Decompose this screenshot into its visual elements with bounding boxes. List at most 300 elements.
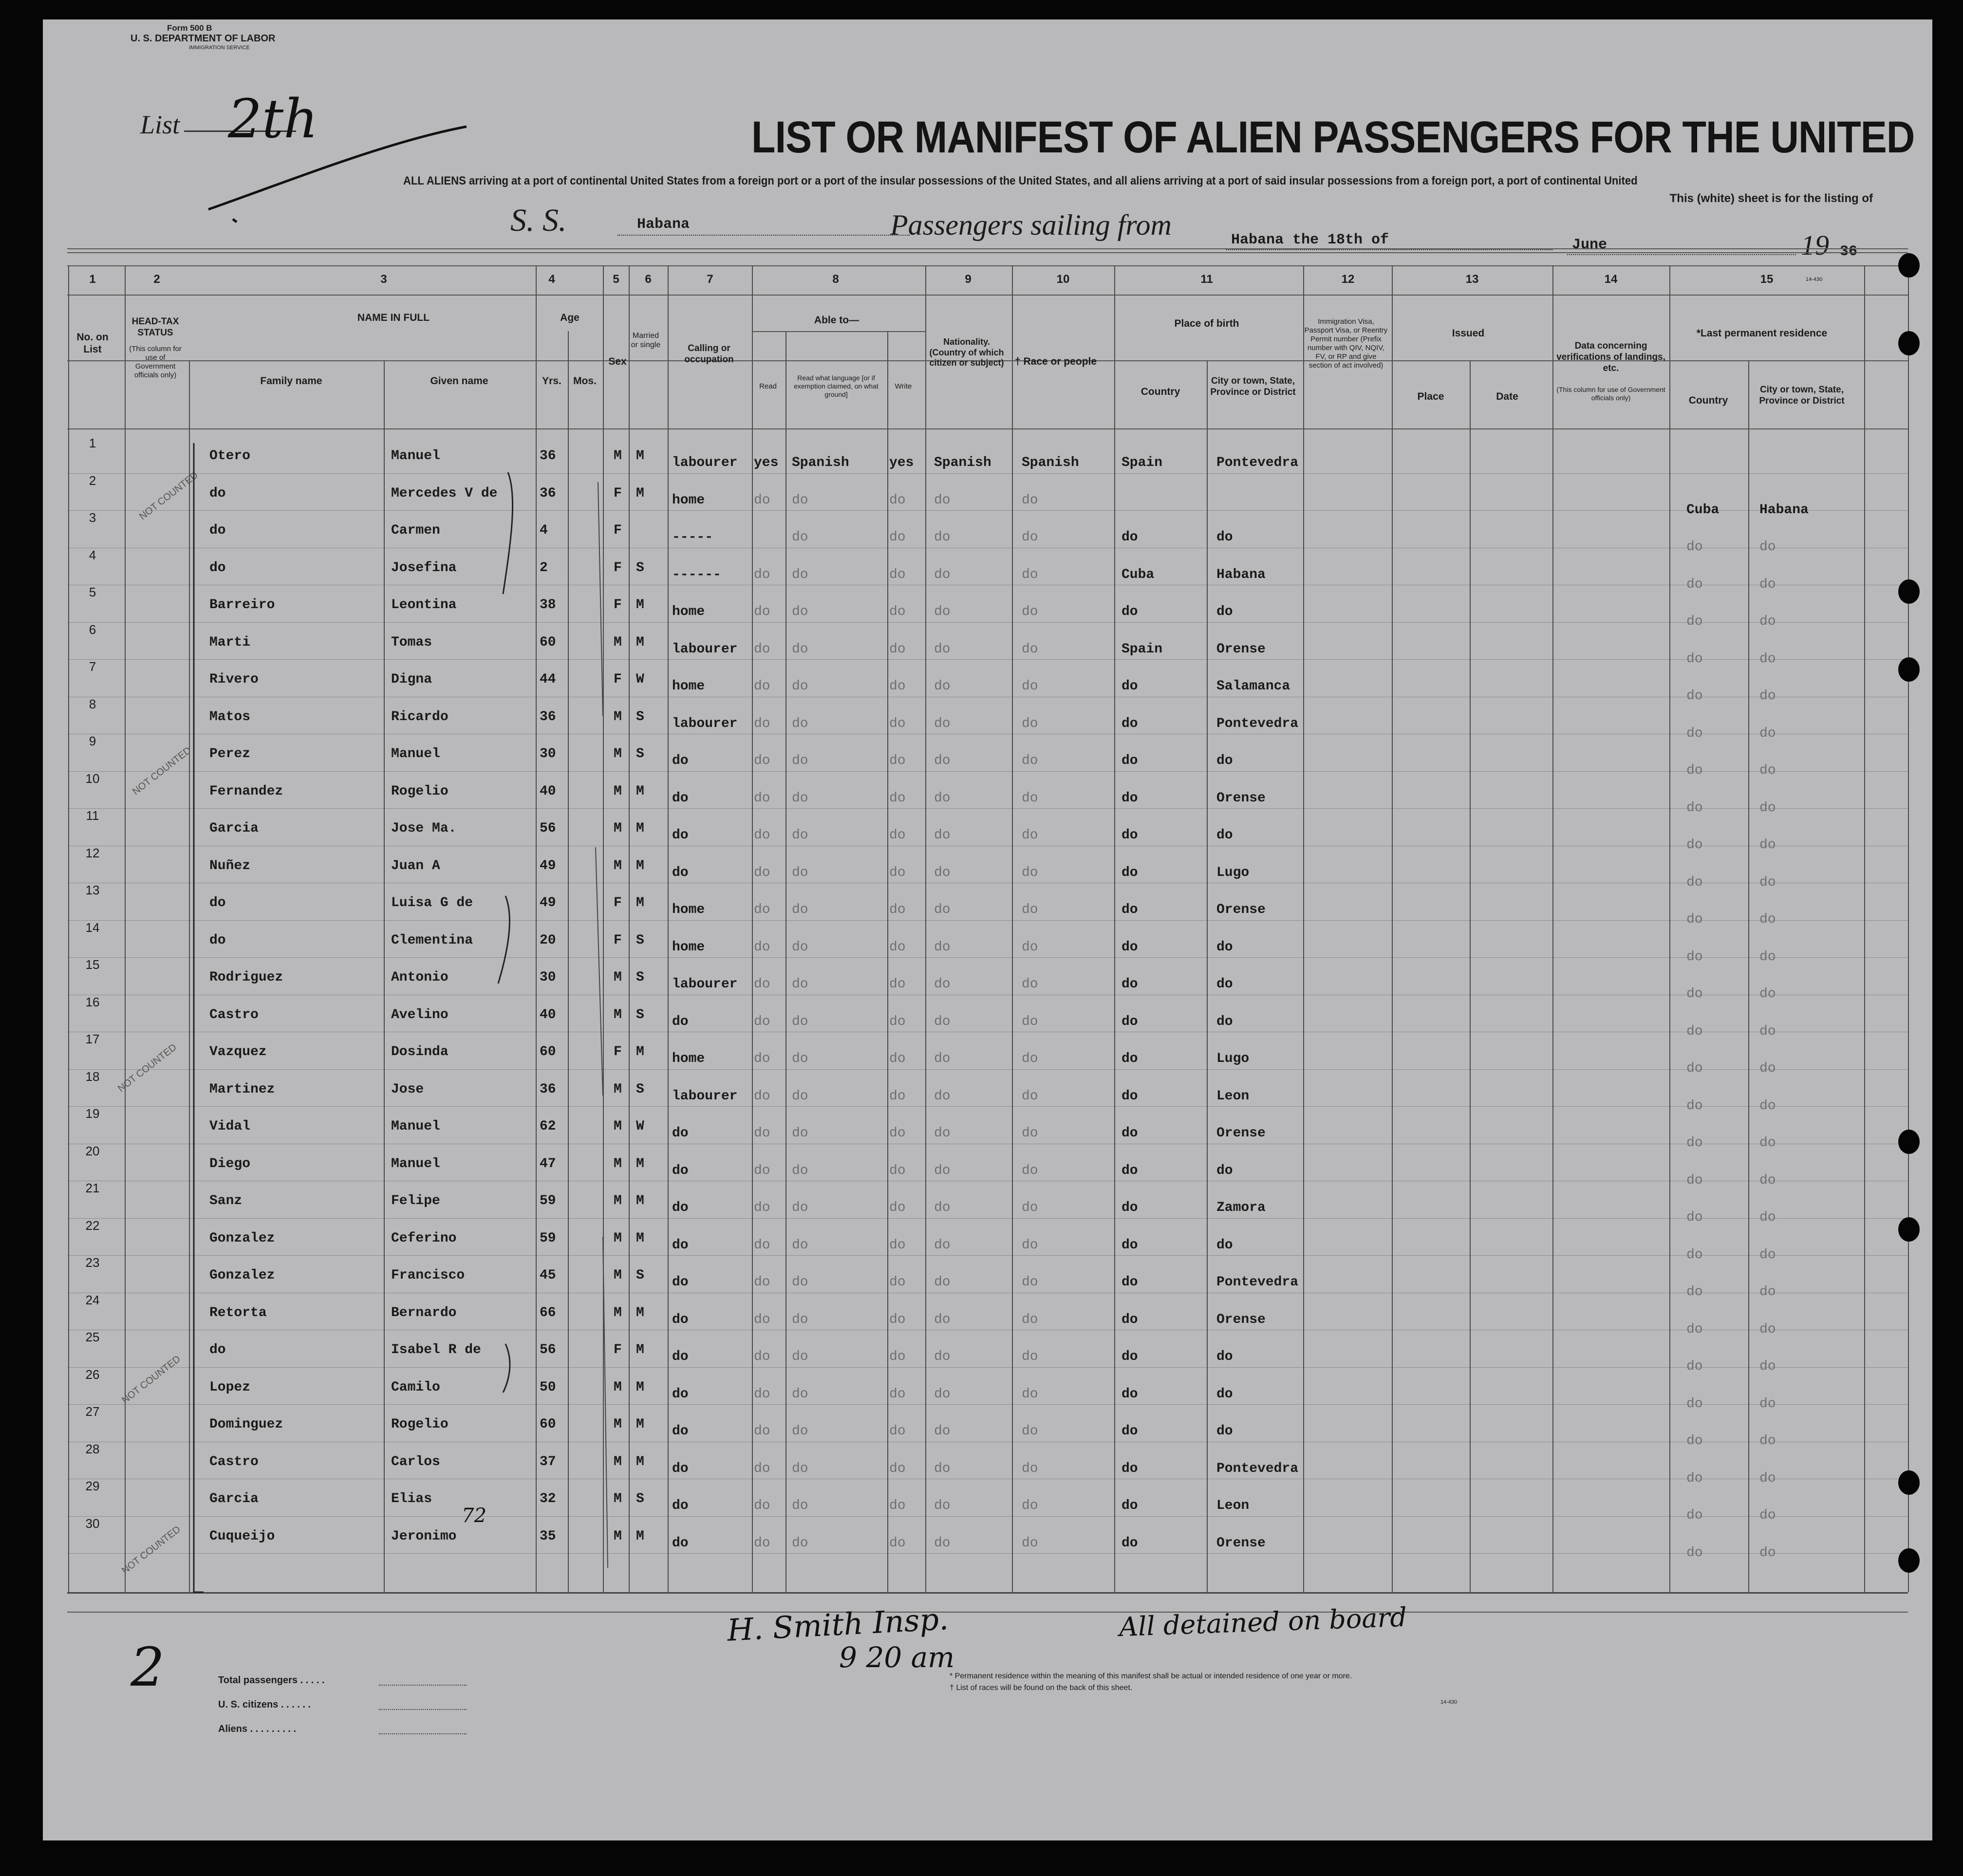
cell-res-country: do <box>1686 1284 1703 1300</box>
cell-res-city: do <box>1759 725 1776 741</box>
cell-family: Retorta <box>209 1305 267 1320</box>
cell-birth-country: do <box>1122 1312 1138 1327</box>
cell-race: do <box>1022 977 1038 992</box>
department-name: U. S. DEPARTMENT OF LABOR <box>131 33 276 44</box>
cell-age: 49 <box>540 895 556 910</box>
aliens-line <box>379 1733 467 1734</box>
cell-family: Garcia <box>209 821 259 836</box>
cell-language: do <box>792 1312 808 1327</box>
row-number: 14 <box>85 920 100 935</box>
cell-occupation: do <box>672 1461 689 1476</box>
cell-read: do <box>754 865 770 880</box>
cell-write: do <box>889 1163 906 1178</box>
cell-occupation: labourer <box>672 716 738 731</box>
cell-read: do <box>754 1014 770 1029</box>
cell-race: do <box>1022 567 1038 582</box>
cell-nationality: do <box>934 1424 951 1439</box>
cell-marital: M <box>636 1044 644 1059</box>
cell-language: do <box>792 1386 808 1402</box>
cell-family: Vidal <box>209 1119 251 1134</box>
cell-read: do <box>754 1200 770 1215</box>
cell-sex: M <box>614 709 622 724</box>
cell-marital: W <box>636 1119 644 1134</box>
cell-occupation: do <box>672 1200 689 1215</box>
cell-birth-city: Lugo <box>1216 1051 1250 1066</box>
cell-birth-country: do <box>1122 530 1138 545</box>
header-res-country: Country <box>1688 395 1728 406</box>
cell-race: do <box>1022 1126 1038 1141</box>
cell-write: do <box>889 567 906 582</box>
cell-language: do <box>792 1535 808 1551</box>
cell-res-country: do <box>1686 576 1703 592</box>
row-number: 20 <box>85 1143 100 1158</box>
cell-family: Gonzalez <box>209 1268 275 1283</box>
cell-race: do <box>1022 1200 1038 1215</box>
cell-sex: M <box>614 821 622 836</box>
cell-birth-city: do <box>1216 977 1233 992</box>
year-suffix: 36 <box>1840 243 1858 260</box>
cell-family: do <box>209 1342 226 1357</box>
cell-marital: M <box>636 783 644 799</box>
cell-birth-country: do <box>1122 604 1138 619</box>
row-number: 30 <box>85 1516 100 1531</box>
cell-age: 37 <box>540 1454 556 1469</box>
cell-given: Jose <box>391 1081 424 1097</box>
cell-given: Manuel <box>391 1156 440 1171</box>
cell-sex: F <box>614 597 622 613</box>
cell-nationality: do <box>934 865 951 880</box>
cell-res-country: Cuba <box>1686 502 1720 518</box>
cell-family: Vazquez <box>209 1044 267 1059</box>
cell-family: Nuñez <box>209 858 251 873</box>
cell-birth-city: Leon <box>1216 1088 1250 1104</box>
cell-res-city: do <box>1759 986 1776 1002</box>
cell-given: Mercedes V de <box>391 485 498 501</box>
cell-write: do <box>889 1014 906 1029</box>
cell-res-city: do <box>1759 1433 1776 1449</box>
cell-age: 60 <box>540 634 556 650</box>
cell-marital: S <box>636 746 644 762</box>
cell-birth-city: Orense <box>1216 902 1266 917</box>
cell-read: do <box>754 902 770 917</box>
cell-language: do <box>792 828 808 843</box>
cell-race: do <box>1022 865 1038 880</box>
cell-sex: M <box>614 1491 622 1506</box>
row-number: 18 <box>85 1069 100 1084</box>
cell-write: do <box>889 1386 906 1402</box>
cell-marital: M <box>636 1305 644 1320</box>
cell-occupation: do <box>672 1386 689 1402</box>
cell-race: do <box>1022 679 1038 694</box>
total-passengers-label: Total passengers . . . . . <box>218 1675 325 1686</box>
cell-marital: M <box>636 1193 644 1208</box>
cell-family: do <box>209 895 226 910</box>
cell-age: 40 <box>540 1007 556 1022</box>
cell-given: Francisco <box>391 1268 465 1283</box>
cell-res-city: do <box>1759 1470 1776 1486</box>
cell-given: Elias <box>391 1491 432 1506</box>
binder-hole <box>1898 1548 1920 1573</box>
ss-label: S. S. <box>510 203 567 238</box>
header-yrs: Yrs. <box>542 375 561 387</box>
header-race: † Race or people <box>1014 356 1097 367</box>
cell-language: do <box>792 1237 808 1253</box>
cell-res-country: do <box>1686 1210 1703 1225</box>
us-citizens-line <box>379 1709 467 1710</box>
cell-family: Sanz <box>209 1193 243 1208</box>
year-prefix: 19 <box>1801 229 1829 261</box>
cell-res-country: do <box>1686 1359 1703 1374</box>
cell-given: Antonio <box>391 970 449 985</box>
cell-res-city: do <box>1759 651 1776 667</box>
cell-write: do <box>889 492 906 508</box>
header-head-tax-note: (This column for use of Government officials only) <box>129 345 182 379</box>
cell-language: do <box>792 939 808 955</box>
binder-hole <box>1898 657 1920 682</box>
binder-hole <box>1898 331 1920 355</box>
cell-age: 56 <box>540 821 556 836</box>
cell-read: do <box>754 1349 770 1364</box>
cell-language: do <box>792 1126 808 1141</box>
list-label: List <box>140 110 180 139</box>
cell-birth-country: do <box>1122 679 1138 694</box>
header-issued-place: Place <box>1417 391 1444 402</box>
cell-read: do <box>754 716 770 731</box>
row-number: 26 <box>85 1367 100 1382</box>
cell-age: 32 <box>540 1491 556 1506</box>
cell-marital: W <box>636 672 644 687</box>
cell-read: do <box>754 641 770 657</box>
cell-race: do <box>1022 1386 1038 1402</box>
cell-birth-country: do <box>1122 753 1138 768</box>
cell-given: Luisa G de <box>391 895 473 910</box>
cell-given: Isabel R de <box>391 1342 481 1357</box>
cell-given: Felipe <box>391 1193 440 1208</box>
cell-sex: F <box>614 523 622 538</box>
cell-age: 60 <box>540 1417 556 1432</box>
column-number: 1 <box>89 273 96 286</box>
cell-res-city: do <box>1759 1247 1776 1263</box>
row-number: 19 <box>85 1106 100 1121</box>
cell-birth-country: do <box>1122 1461 1138 1476</box>
cell-language: do <box>792 790 808 806</box>
cell-family: Cuqueijo <box>209 1528 275 1544</box>
cell-birth-city: do <box>1216 1237 1233 1253</box>
cell-language: do <box>792 604 808 619</box>
cell-given: Digna <box>391 672 432 687</box>
cell-birth-country: do <box>1122 865 1138 880</box>
cell-language: do <box>792 679 808 694</box>
cell-read: do <box>754 753 770 768</box>
cell-family: Diego <box>209 1156 251 1171</box>
cell-age: 36 <box>540 485 556 501</box>
row-number: 21 <box>85 1181 100 1195</box>
cell-occupation: do <box>672 1014 689 1029</box>
cell-family: Marti <box>209 634 251 650</box>
header-last-residence: *Last permanent residence <box>1696 328 1828 339</box>
cell-nationality: do <box>934 1275 951 1290</box>
cell-read: yes <box>754 455 779 470</box>
cell-given: Josefina <box>391 560 457 576</box>
cell-age: 38 <box>540 597 556 613</box>
cell-family: Otero <box>209 448 251 464</box>
cell-birth-country: do <box>1122 902 1138 917</box>
not-counted-stamp: NOT COUNTED <box>116 1041 179 1095</box>
header-birth-country: Country <box>1140 386 1180 397</box>
cell-age: 36 <box>540 1081 556 1097</box>
cell-age: 30 <box>540 746 556 762</box>
cell-res-country: do <box>1686 1321 1703 1337</box>
cell-race: do <box>1022 1498 1038 1513</box>
cell-occupation: home <box>672 1051 705 1066</box>
row-number: 7 <box>89 659 96 674</box>
cell-birth-country: do <box>1122 716 1138 731</box>
cell-given: Carlos <box>391 1454 440 1469</box>
cell-occupation: home <box>672 939 705 955</box>
cell-write: do <box>889 1126 906 1141</box>
header-mos: Mos. <box>573 375 597 387</box>
races-footnote: † List of races will be found on the back of this sheet. <box>950 1684 1133 1692</box>
cell-sex: M <box>614 1007 622 1022</box>
cell-nationality: do <box>934 1498 951 1513</box>
form-code-top: 14-430 <box>1806 277 1823 282</box>
cell-sex: F <box>614 1342 622 1357</box>
cell-race: do <box>1022 753 1038 768</box>
manifest-sheet <box>43 19 1932 1840</box>
not-counted-stamp: NOT COUNTED <box>120 1523 183 1577</box>
cell-language: do <box>792 977 808 992</box>
cell-birth-country: do <box>1122 1535 1138 1551</box>
cell-marital: M <box>636 1230 644 1246</box>
cell-marital: S <box>636 1491 644 1506</box>
cell-given: Ricardo <box>391 709 449 724</box>
cell-birth-city: do <box>1216 828 1233 843</box>
cell-marital: M <box>636 634 644 650</box>
cell-nationality: Spanish <box>934 455 991 470</box>
cell-res-country: do <box>1686 1545 1703 1560</box>
row-number: 9 <box>89 734 96 748</box>
ship-name: Habana <box>637 216 690 233</box>
cell-res-country: do <box>1686 1061 1703 1076</box>
cell-given: Carmen <box>391 523 440 538</box>
pen-marks <box>43 19 1932 1840</box>
cell-sex: M <box>614 858 622 873</box>
row-number: 4 <box>89 547 96 562</box>
cell-res-city: do <box>1759 1061 1776 1076</box>
cell-race: do <box>1022 1051 1038 1066</box>
cell-age: 40 <box>540 783 556 799</box>
cell-write: do <box>889 1200 906 1215</box>
header-res-city: City or town, State, Province or District <box>1759 385 1845 406</box>
cell-read: do <box>754 977 770 992</box>
binder-hole <box>1898 1470 1920 1495</box>
cell-res-country: do <box>1686 1135 1703 1151</box>
cell-age: 30 <box>540 970 556 985</box>
cell-res-country: do <box>1686 912 1703 927</box>
cell-age: 20 <box>540 932 556 948</box>
cell-given: Ceferino <box>391 1230 457 1246</box>
cell-nationality: do <box>934 1088 951 1104</box>
cell-marital: M <box>636 597 644 613</box>
cell-birth-city: Orense <box>1216 1126 1266 1141</box>
cell-nationality: do <box>934 716 951 731</box>
cell-write: do <box>889 1349 906 1364</box>
cell-nationality: do <box>934 530 951 545</box>
cell-family: Rodriguez <box>209 970 283 985</box>
cell-birth-city: do <box>1216 1014 1233 1029</box>
cell-language: do <box>792 1051 808 1066</box>
cell-birth-country: do <box>1122 1014 1138 1029</box>
cell-nationality: do <box>934 902 951 917</box>
cell-race: do <box>1022 604 1038 619</box>
row-number: 16 <box>85 994 100 1009</box>
header-head-tax: HEAD-TAX STATUS <box>131 316 179 338</box>
cell-age: 60 <box>540 1044 556 1059</box>
cell-sex: M <box>614 970 622 985</box>
aliens-label: Aliens . . . . . . . . . <box>218 1724 297 1734</box>
cell-language: do <box>792 567 808 582</box>
cell-sex: M <box>614 1156 622 1171</box>
cell-nationality: do <box>934 977 951 992</box>
cell-race: Spanish <box>1022 455 1079 470</box>
cell-race: do <box>1022 828 1038 843</box>
cell-birth-country: do <box>1122 1498 1138 1513</box>
cell-read: do <box>754 1461 770 1476</box>
cell-read: do <box>754 679 770 694</box>
cell-given: Juan A <box>391 858 440 873</box>
row-number: 29 <box>85 1479 100 1493</box>
cell-read: do <box>754 1312 770 1327</box>
manifest-title: LIST OR MANIFEST OF ALIEN PASSENGERS FOR THE UNITED <box>751 112 1915 162</box>
cell-res-country: do <box>1686 1172 1703 1188</box>
cell-age: 36 <box>540 448 556 464</box>
cell-language: do <box>792 716 808 731</box>
cell-birth-city: Orense <box>1216 641 1266 657</box>
cell-write: do <box>889 679 906 694</box>
white-sheet-note: This (white) sheet is for the listing of <box>1669 192 1873 205</box>
cell-family: Barreiro <box>209 597 275 613</box>
cell-marital: M <box>636 821 644 836</box>
cell-sex: F <box>614 485 622 501</box>
cell-res-city: do <box>1759 576 1776 592</box>
column-number: 2 <box>153 273 160 286</box>
cell-birth-country: do <box>1122 1200 1138 1215</box>
cell-marital: S <box>636 560 644 576</box>
cell-write: do <box>889 939 906 955</box>
cell-marital: M <box>636 1156 644 1171</box>
header-age: Age <box>560 312 580 323</box>
cell-sex: F <box>614 672 622 687</box>
cell-read: do <box>754 790 770 806</box>
cell-given: Clementina <box>391 932 473 948</box>
cell-read: do <box>754 492 770 508</box>
row-number: 15 <box>85 957 100 972</box>
header-nationality: Nationality. (Country of which citizen or subject) <box>929 337 1004 368</box>
cell-res-country: do <box>1686 800 1703 816</box>
cell-age: 59 <box>540 1193 556 1208</box>
cell-age: 47 <box>540 1156 556 1171</box>
cell-occupation: ------ <box>672 567 721 582</box>
header-no-on-list: No. on List <box>76 332 109 355</box>
cell-birth-city: Lugo <box>1216 865 1250 880</box>
cell-sex: M <box>614 1230 622 1246</box>
cell-marital: S <box>636 932 644 948</box>
cell-res-country: do <box>1686 614 1703 629</box>
cell-family: Dominguez <box>209 1417 283 1432</box>
cell-write: do <box>889 1535 906 1551</box>
cell-marital: M <box>636 485 644 501</box>
cell-age: 59 <box>540 1230 556 1246</box>
cell-sex: M <box>614 1119 622 1134</box>
cell-birth-city: do <box>1216 604 1233 619</box>
cell-res-city: do <box>1759 614 1776 629</box>
cell-res-country: do <box>1686 1433 1703 1449</box>
cell-res-city: do <box>1759 1321 1776 1337</box>
cell-res-city: do <box>1759 1023 1776 1039</box>
header-sex: Sex <box>608 356 627 367</box>
header-married: Married or single <box>631 332 661 350</box>
row-number: 22 <box>85 1218 100 1233</box>
header-able-to: Able to— <box>814 315 860 326</box>
binder-hole <box>1898 579 1920 604</box>
cell-birth-city: do <box>1216 939 1233 955</box>
row-number: 25 <box>85 1330 100 1344</box>
residence-footnote: * Permanent residence within the meaning of this manifest shall be actual or intended residence of one year or more. <box>950 1672 1352 1680</box>
cell-age: 45 <box>540 1268 556 1283</box>
cell-family: Castro <box>209 1454 259 1469</box>
cell-occupation: do <box>672 1126 689 1141</box>
binder-hole <box>1898 253 1920 278</box>
cell-nationality: do <box>934 939 951 955</box>
cell-marital: M <box>636 895 644 910</box>
cell-language: do <box>792 1088 808 1104</box>
cell-language: do <box>792 753 808 768</box>
cell-race: do <box>1022 1312 1038 1327</box>
cell-language: do <box>792 902 808 917</box>
cell-birth-city: do <box>1216 1349 1233 1364</box>
cell-age: 44 <box>540 672 556 687</box>
cell-nationality: do <box>934 1312 951 1327</box>
inspector-signature: H. Smith Insp. <box>726 1601 950 1648</box>
cell-nationality: do <box>934 1349 951 1364</box>
cell-res-city: do <box>1759 763 1776 778</box>
cell-race: do <box>1022 492 1038 508</box>
cell-nationality: do <box>934 1163 951 1178</box>
cell-read: do <box>754 828 770 843</box>
cell-given: Tomas <box>391 634 432 650</box>
cell-nationality: do <box>934 1237 951 1253</box>
cell-marital: S <box>636 709 644 724</box>
cell-birth-city: Habana <box>1216 567 1266 582</box>
cell-sex: M <box>614 634 622 650</box>
cell-birth-country: do <box>1122 977 1138 992</box>
cell-race: do <box>1022 1424 1038 1439</box>
cell-nationality: do <box>934 604 951 619</box>
cell-age: 62 <box>540 1119 556 1134</box>
cell-res-city: do <box>1759 1098 1776 1114</box>
cell-write: do <box>889 716 906 731</box>
cell-family: do <box>209 560 226 576</box>
cell-nationality: do <box>934 1126 951 1141</box>
cell-res-country: do <box>1686 949 1703 965</box>
row-28-mark: 72 <box>462 1505 486 1527</box>
cell-res-city: do <box>1759 1284 1776 1300</box>
header-birth-city: City or town, State, Province or District <box>1210 376 1296 397</box>
row-number: 11 <box>86 808 99 823</box>
cell-sex: M <box>614 746 622 762</box>
cell-race: do <box>1022 1163 1038 1178</box>
cell-read: do <box>754 1126 770 1141</box>
